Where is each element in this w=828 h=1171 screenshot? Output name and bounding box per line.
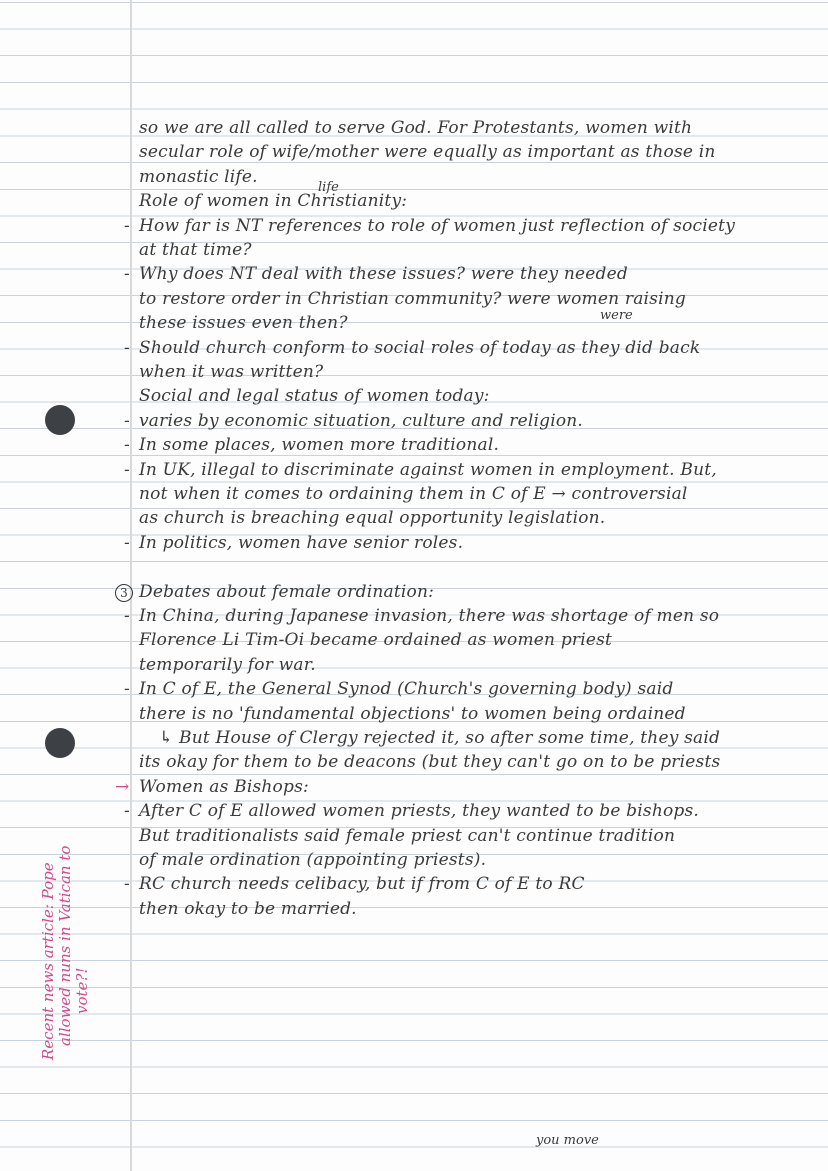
bullet-dash: - bbox=[124, 874, 130, 895]
note-text: at that time? bbox=[139, 240, 252, 260]
note-line bbox=[115, 899, 825, 919]
note-text: its okay for them to be deacons (but they can't go on to be priests bbox=[139, 752, 721, 773]
note-text: After C of E allowed women priests, they wanted to be bishops. bbox=[139, 801, 700, 822]
note-text: as church is breaching equal opportunity legislation. bbox=[139, 508, 606, 529]
note-text: In China, during Japanese invasion, there was shortage of men so bbox=[139, 606, 720, 626]
note-text: ↳ But House of Clergy rejected it, so after some time, they said bbox=[159, 728, 721, 748]
note-heading: Role of women in Christianity: bbox=[139, 191, 407, 211]
superscript-you-move: you move bbox=[536, 1133, 599, 1148]
note-line bbox=[115, 850, 825, 870]
bullet-dash: - bbox=[124, 606, 130, 626]
circled-number: 3 bbox=[115, 584, 133, 602]
note-line bbox=[115, 582, 825, 602]
note-text: Why does NT deal with these issues? were they needed bbox=[139, 264, 628, 285]
note-line bbox=[115, 728, 825, 748]
bullet-dash: - bbox=[124, 337, 130, 358]
number-marker bbox=[115, 582, 139, 602]
note-line bbox=[115, 362, 825, 382]
bullet-dash: - bbox=[124, 459, 130, 480]
note-line bbox=[115, 289, 825, 309]
note-text: not when it comes to ordaining them in C of E → controversial bbox=[139, 484, 688, 504]
note-line bbox=[115, 801, 825, 821]
bullet-dash: - bbox=[124, 532, 130, 553]
note-line bbox=[115, 655, 825, 675]
note-line bbox=[115, 264, 825, 284]
superscript-life: life bbox=[318, 180, 339, 195]
punch-hole bbox=[45, 728, 75, 758]
note-heading: Women as Bishops: bbox=[139, 777, 309, 797]
note-line bbox=[115, 386, 825, 406]
note-text: then okay to be married. bbox=[139, 898, 357, 919]
note-line bbox=[115, 752, 825, 772]
note-text: How far is NT references to role of women just reflection of society bbox=[139, 215, 735, 236]
note-text: of male ordination (appointing priests). bbox=[139, 850, 487, 870]
note-line bbox=[115, 118, 825, 138]
note-text: secular role of wife/mother were equally as important as those in bbox=[139, 142, 716, 163]
note-line bbox=[115, 606, 825, 626]
note-line bbox=[115, 191, 825, 211]
note-line bbox=[115, 338, 825, 358]
note-text: RC church needs celibacy, but if from C of E to RC bbox=[139, 874, 585, 895]
bullet-dash: - bbox=[124, 264, 130, 285]
note-text: In some places, women more traditional. bbox=[139, 435, 500, 456]
note-text: In politics, women have senior roles. bbox=[139, 532, 464, 553]
note-line bbox=[115, 216, 825, 236]
note-text: to restore order in Christian community? were women raising bbox=[139, 288, 686, 309]
note-text: In UK, illegal to discriminate against women in employment. But, bbox=[139, 459, 717, 480]
note-line bbox=[115, 484, 825, 504]
note-line bbox=[115, 533, 825, 553]
note-text: when it was written? bbox=[139, 362, 324, 382]
note-line bbox=[115, 557, 825, 577]
bullet-dash: - bbox=[124, 435, 130, 456]
note-text: Florence Li Tim-Oi became ordained as women priest bbox=[139, 630, 613, 651]
note-text: temporarily for war. bbox=[139, 654, 316, 675]
note-line bbox=[115, 167, 825, 187]
note-heading: Debates about female ordination: bbox=[139, 582, 434, 602]
bullet-dash: - bbox=[124, 410, 130, 431]
bullet-dash: - bbox=[124, 679, 130, 700]
bullet-dash: - bbox=[124, 801, 130, 822]
note-line bbox=[115, 874, 825, 894]
note-line bbox=[115, 313, 825, 333]
bullet-dash: - bbox=[124, 215, 130, 236]
side-note-line: Recent news article: Pope bbox=[39, 862, 57, 1060]
note-text: In C of E, the General Synod (Church's governing body) said bbox=[139, 679, 674, 700]
side-note-line: vote?! bbox=[73, 967, 91, 1014]
note-text: Should church conform to social roles of today as they did back bbox=[139, 337, 701, 358]
note-text: there is no 'fundamental objections' to women being ordained bbox=[139, 703, 686, 724]
note-line bbox=[115, 826, 825, 846]
note-text: these issues even then? bbox=[139, 313, 348, 334]
side-note-line: allowed nuns in Vatican to bbox=[56, 845, 74, 1046]
note-text: so we are all called to serve God. For Protestants, women with bbox=[139, 118, 693, 138]
note-line bbox=[115, 142, 825, 162]
punch-hole bbox=[45, 405, 75, 435]
note-text: varies by economic situation, culture and religion. bbox=[139, 410, 584, 431]
margin-side-note bbox=[40, 846, 91, 1060]
note-line bbox=[115, 435, 825, 455]
note-line bbox=[115, 777, 825, 797]
superscript-were: were bbox=[600, 308, 633, 323]
note-text: But traditionalists said female priest can't continue tradition bbox=[139, 825, 676, 846]
note-line bbox=[115, 704, 825, 724]
note-heading: Social and legal status of women today: bbox=[139, 386, 490, 406]
note-line bbox=[115, 508, 825, 528]
arrow-marker: → bbox=[115, 776, 130, 797]
note-line bbox=[115, 240, 825, 260]
note-line bbox=[115, 460, 825, 480]
note-line bbox=[115, 679, 825, 699]
note-line bbox=[115, 411, 825, 431]
note-text: monastic life. bbox=[139, 166, 258, 187]
note-line bbox=[115, 630, 825, 650]
